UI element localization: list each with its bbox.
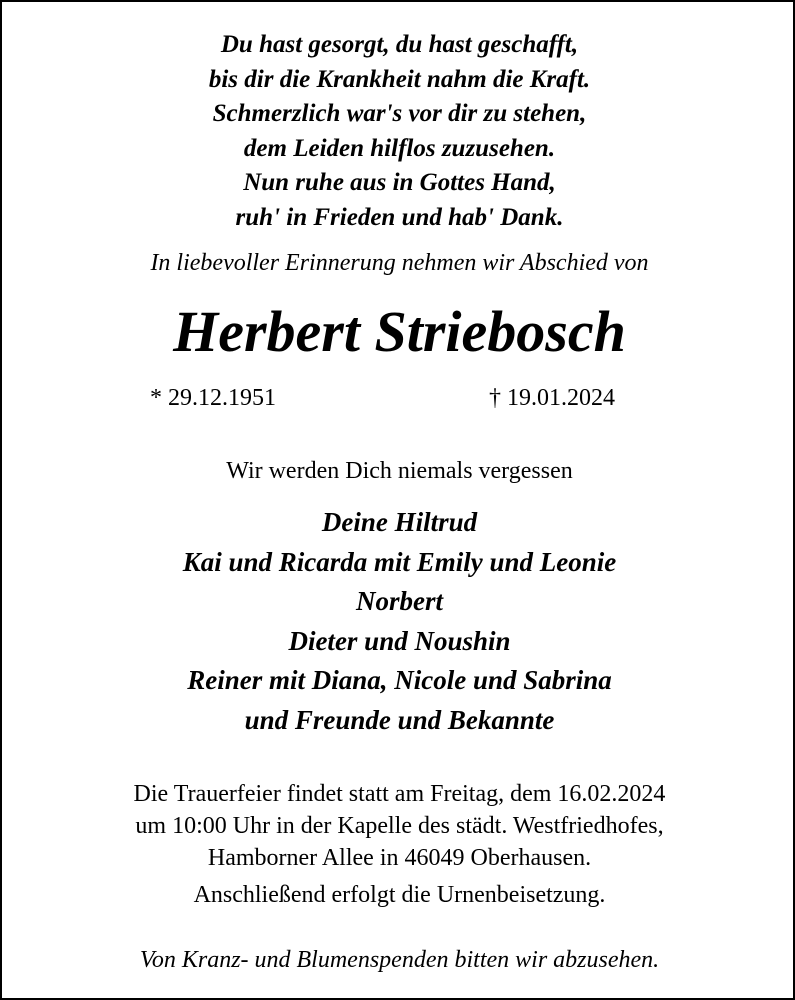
birth-date: * 29.12.1951 [150, 385, 276, 411]
funeral-line: Hamborner Allee in 46049 Oberhausen. [207, 845, 592, 871]
mourner-line: Deine Hiltrud [321, 507, 478, 537]
poem-line: bis dir die Krankheit nahm die Kraft. [208, 65, 591, 93]
urn-burial-note: Anschließend erfolgt die Urnenbeisetzung. [193, 882, 606, 908]
mourner-line: und Freunde und Bekannte [244, 704, 555, 735]
farewell-intro: In liebevoller Erinnerung nehmen wir Abschied von [150, 250, 649, 276]
poem-line: Schmerzlich war's vor dir zu stehen, [212, 100, 587, 127]
poem-line: Du hast gesorgt, du hast geschafft, [220, 31, 579, 58]
poem-line: dem Leiden hilflos zuzusehen. [243, 134, 556, 162]
never-forget-line: Wir werden Dich niemals vergessen [226, 458, 573, 484]
mourner-line: Dieter und Noushin [288, 625, 511, 656]
deceased-name: Herbert Striebosch [173, 299, 626, 364]
mourner-line: Kai und Ricarda mit Emily und Leonie [182, 546, 617, 577]
poem-line: ruh' in Frieden und hab' Dank. [235, 203, 564, 231]
funeral-line: Die Trauerfeier findet statt am Freitag, dem 16.02.2024 [133, 781, 666, 807]
memorial-poem [2, 28, 795, 235]
poem-line: Nun ruhe aus in Gottes Hand, [243, 169, 556, 196]
mourners-list [2, 503, 795, 740]
funeral-line: um 10:00 Uhr in der Kapelle des städt. Westfriedhofes, [135, 813, 664, 839]
mourner-line: Reiner mit Diana, Nicole und Sabrina [187, 665, 612, 695]
flowers-note: Von Kranz- und Blumenspenden bitten wir abzusehen. [139, 947, 660, 973]
funeral-details [2, 778, 795, 874]
mourner-line: Norbert [356, 586, 443, 616]
death-date: † 19.01.2024 [489, 385, 615, 411]
